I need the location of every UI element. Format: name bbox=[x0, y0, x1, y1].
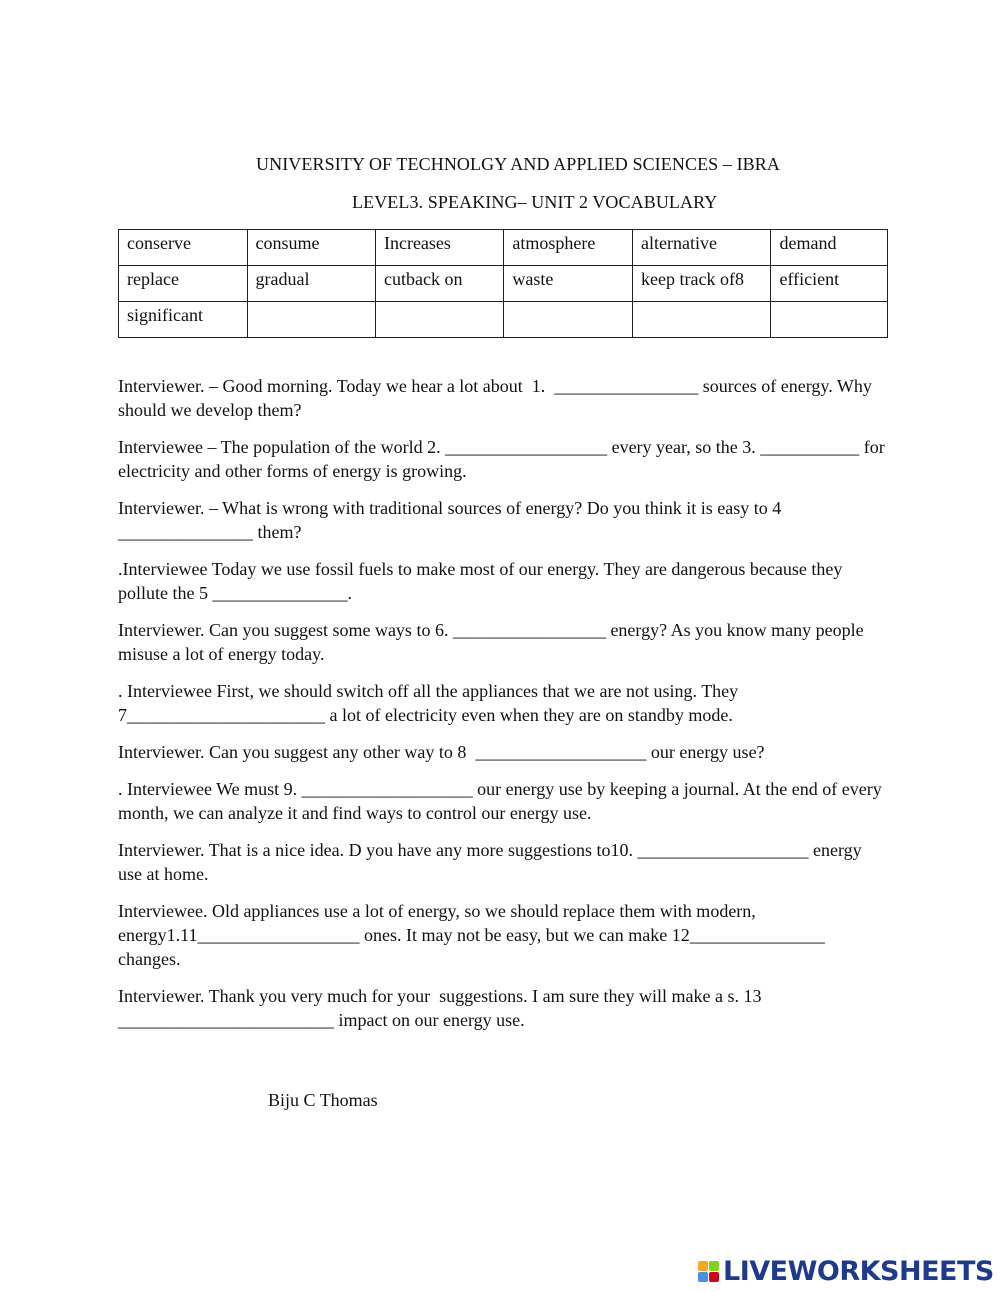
dialog-line-1: Interviewer. – Good morning. Today we hear a lot about 1. ________________ sources of energy. Why should we develop them? bbox=[118, 376, 877, 420]
vocab-cell bbox=[247, 302, 375, 338]
logo-square bbox=[698, 1261, 708, 1271]
logo-squares-icon bbox=[698, 1261, 719, 1282]
vocab-cell: cutback on bbox=[375, 266, 503, 302]
logo-square bbox=[698, 1272, 708, 1282]
vocab-cell: atmosphere bbox=[504, 230, 633, 266]
dialog-line-4: .Interviewee Today we use fossil fuels to make most of our energy. They are dangerous because they pollute the 5 _______________. bbox=[118, 559, 847, 603]
vocab-cell: conserve bbox=[119, 230, 248, 266]
dialog-line-5: Interviewer. Can you suggest some ways to 6. _________________ energy? As you know many people misuse a lot of energy today. bbox=[118, 620, 869, 664]
dialog-line-2: Interviewee – The population of the world 2. __________________ every year, so the 3. ___________ for electricity and other forms of energy is growing. bbox=[118, 437, 890, 481]
logo-square bbox=[709, 1272, 719, 1282]
dialog-line-8: . Interviewee We must 9. ___________________ our energy use by keeping a journal. At the end of every month, we can analyze it and find ways to control our energy use. bbox=[118, 779, 887, 823]
university-title: UNIVERSITY OF TECHNOLGY AND APPLIED SCIENCES – IBRA bbox=[256, 154, 780, 174]
vocab-cell bbox=[771, 302, 888, 338]
vocab-cell: demand bbox=[771, 230, 888, 266]
vocab-cell bbox=[504, 302, 633, 338]
dialog-line-11: Interviewer. Thank you very much for your suggestions. I am sure they will make a s. 13 ________________________ impact on our energy use. bbox=[118, 986, 767, 1030]
vocab-cell bbox=[375, 302, 503, 338]
vocab-cell bbox=[633, 302, 771, 338]
dialog-line-10: Interviewee. Old appliances use a lot of energy, so we should replace them with modern, energy1.11__________________ ones. It may not be easy, but we can make 12_______________ changes. bbox=[118, 901, 830, 969]
vocabulary-table bbox=[118, 229, 888, 338]
table-row bbox=[119, 230, 888, 266]
vocab-cell: replace bbox=[119, 266, 248, 302]
dialog-line-7: Interviewer. Can you suggest any other way to 8 ___________________ our energy use? bbox=[118, 742, 765, 762]
vocab-cell: waste bbox=[504, 266, 633, 302]
author-signature: Biju C Thomas bbox=[268, 1090, 378, 1110]
worksheet-title: LEVEL3. SPEAKING– UNIT 2 VOCABULARY bbox=[352, 192, 718, 212]
vocab-cell: gradual bbox=[247, 266, 375, 302]
table-row bbox=[119, 302, 888, 338]
logo-square bbox=[709, 1261, 719, 1271]
table-row bbox=[119, 266, 888, 302]
vocab-cell: alternative bbox=[633, 230, 771, 266]
dialog-line-3: Interviewer. – What is wrong with traditional sources of energy? Do you think it is easy to 4 _______________ them? bbox=[118, 498, 786, 542]
vocab-cell: Increases bbox=[375, 230, 503, 266]
logo-text: LIVEWORKSHEETS bbox=[723, 1255, 994, 1287]
dialog-line-6: . Interviewee First, we should switch off all the appliances that we are not using. They 7______________________ a lot of electricity even when they are on standby mode. bbox=[118, 681, 743, 725]
vocab-cell: consume bbox=[247, 230, 375, 266]
vocab-cell: efficient bbox=[771, 266, 888, 302]
dialog-line-9: Interviewer. That is a nice idea. D you have any more suggestions to10. ___________________ energy use at home. bbox=[118, 840, 867, 884]
interview-dialog bbox=[118, 374, 888, 1045]
vocab-cell: significant bbox=[119, 302, 248, 338]
vocab-cell: keep track of8 bbox=[633, 266, 771, 302]
liveworksheets-logo bbox=[698, 1256, 994, 1286]
